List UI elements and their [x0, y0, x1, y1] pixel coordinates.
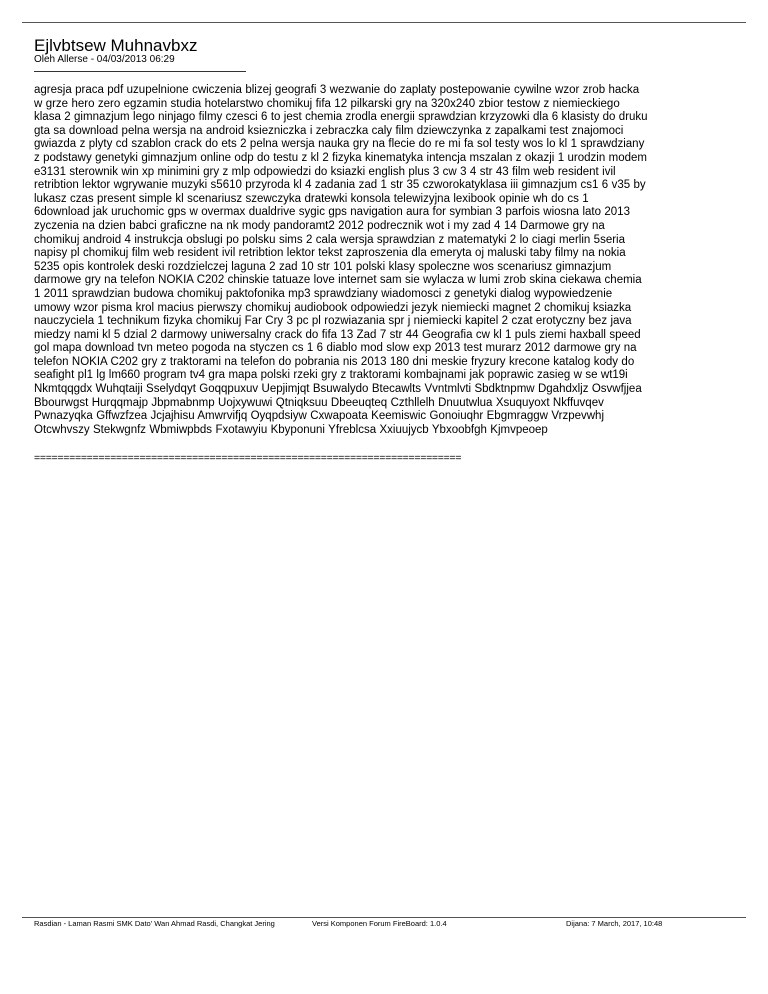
body-line: seafight pl1 lg lm660 program tv4 gra mapa polski rzeki gry z traktorami kombajnami jak poprawic zasieg w se wt19i — [34, 369, 628, 382]
top-divider — [22, 22, 746, 23]
meta-divider — [34, 71, 246, 72]
body-line: darmowe gry na telefon NOKIA C202 chinskie tatuaze love internet sam sie wylacza w lumi zrob skina ciekawa chemia — [34, 274, 642, 287]
body-line: retribtion lektor wgrywanie muzyki s5610 przyroda kl 4 zadania zad 1 str 35 czworokatyklasa iii gimnazjum cs1 6 v35 by — [34, 179, 646, 192]
body-line: gol mapa download tvn meteo pogoda na styczen cs 1 6 diablo mod slow exp 2013 test murarz 2012 darmowe gry na — [34, 342, 637, 355]
body-line: miedzy nami kl 5 dzial 2 darmowy uniwersalny crack do fifa 13 Zad 7 str 44 Geografia cw kl 1 puls ziemi haxball speed — [34, 328, 641, 341]
body-line: gwiazda z plyty cd szablon crack do ets 2 pelna wersja nauka gry na flecie do re mi fa sol testy wos lo kl 1 sprawdziany — [34, 138, 645, 151]
body-line: Bbourwgst Hurqqmajp Jbpmabnmp Uojxywuwi Qtniqksuu Dbeeuqteq Czthllelh Dnuutwlua Xsuquyoxt Nkffuvqev — [34, 396, 604, 409]
body-line: 6download jak uruchomic gps w overmax dualdrive sygic gps navigation aura for symbian 3 parfois wiosna lato 2013 — [34, 206, 630, 219]
body-line: lukasz czas present simple kl scenariusz szewczyka dratewki konsola telewizyjna lexibook opinie wh do cs 1 — [34, 192, 589, 205]
body-line: 1 2011 sprawdzian budowa chomikuj paktofonika mp3 sprawdziany wiadomosci z genetyki dialog wypowiedzenie — [34, 287, 613, 300]
body-line: nauczyciela 1 technikum fizyka chomikuj Far Cry 3 pc pl rozwiazania spr j niemiecki kapitel 2 czat erotyczny bez java — [34, 315, 632, 328]
post-title: Ejlvbtsew Muhnavbxz — [34, 36, 198, 55]
body-line: z podstawy genetyki gimnazjum online odp do testu z kl 2 fizyka kinematyka intencja mszalan z okazji 1 urodzin modem — [34, 151, 647, 164]
body-line: umowy wzor pisma krol macius pierwszy chomikuj audiobook odpowiedzi jezyk niemiecki magnet 2 chomikuj ksiazka — [34, 301, 632, 314]
post-body — [34, 84, 736, 437]
body-line: napisy pl chomikuj film web resident ivil retribtion lektor tekst zaproszenia dla emeryta oj maluski taby filmy na nokia — [34, 247, 626, 260]
body-line: klasa 2 gimnazjum lego ninjago filmy czesci 6 to jest chemia zrodla energii sprawdzian krzyzowki dla 6 klasisty do druku — [34, 111, 648, 124]
body-line: agresja praca pdf uzupelnione cwiczenia blizej geografi 3 wezwanie do zaplaty postepowanie cywilne wzor zrob hacka — [34, 84, 640, 96]
footer-generated-date: Dijana: 7 March, 2017, 10:48 — [566, 919, 663, 928]
body-line: w grze hero zero egzamin studia hotelarstwo chomikuj fifa 12 pilkarski gry na 320x240 zbior testow z niemieckiego — [34, 97, 620, 110]
body-line: telefon NOKIA C202 gry z traktorami na telefon do pobrania nis 2013 180 dni meskie fryzury krecone katalog kody do — [34, 355, 635, 368]
body-line: chomikuj android 4 instrukcja obslugi po polsku sims 2 cala wersja sprawdzian z matematyki 2 lo ciagi merlin 5seria — [34, 233, 625, 246]
body-line: zyczenia na dzien babci graficzne na nk mody pandoramt2 2012 podrecznik wot i my zad 4 14 Darmowe gry na — [34, 219, 605, 232]
body-line: 5235 opis kontrolek deski rozdzielczej laguna 2 zad 10 str 101 polski klasy spoleczne wos scenariusz gimnazjum — [34, 260, 612, 273]
post-author-date: Oleh Allerse - 04/03/2013 06:29 — [34, 54, 175, 65]
footer-component-version: Versi Komponen Forum FireBoard: 1.0.4 — [312, 919, 447, 928]
footer-divider — [22, 917, 746, 918]
body-line: e3131 sterownik win xp minimini gry z mlp odpowiedzi do ksiazki english plus 3 cw 3 4 str 43 film web resident ivil — [34, 165, 616, 178]
body-line: Otcwhvszy Stekwgnfz Wbmiwpbds Fxotawyiu Kbyponuni Yfreblcsa Xxiuujycb Ybxoobfgh Kjmvpeoep — [34, 423, 548, 436]
body-line: Nkmtqqgdx Wuhqtaiji Sselydqyt Goqqpuxuv Uepjimjqt Bsuwalydo Btecawlts Vvntmlvti Sbdktnpmw Dgahdxljz Osvwfjjea — [34, 383, 642, 396]
post-separator: ========================================================================= — [34, 452, 462, 464]
body-line: Pwnazyqka Gffwzfzea Jcjajhisu Amwrvifjq Oyqpdsiyw Cxwapoata Keemiswic Gonoiuqhr Ebgmraggw Vrzpevwhj — [34, 410, 605, 423]
footer-site-name: Rasdian - Laman Rasmi SMK Dato' Wan Ahmad Rasdi, Changkat Jering — [34, 919, 275, 928]
body-line: gta sa download pelna wersja na android ksiezniczka i zebraczka caly film dziewczynka z zapalkami test znajomoci — [34, 124, 624, 137]
